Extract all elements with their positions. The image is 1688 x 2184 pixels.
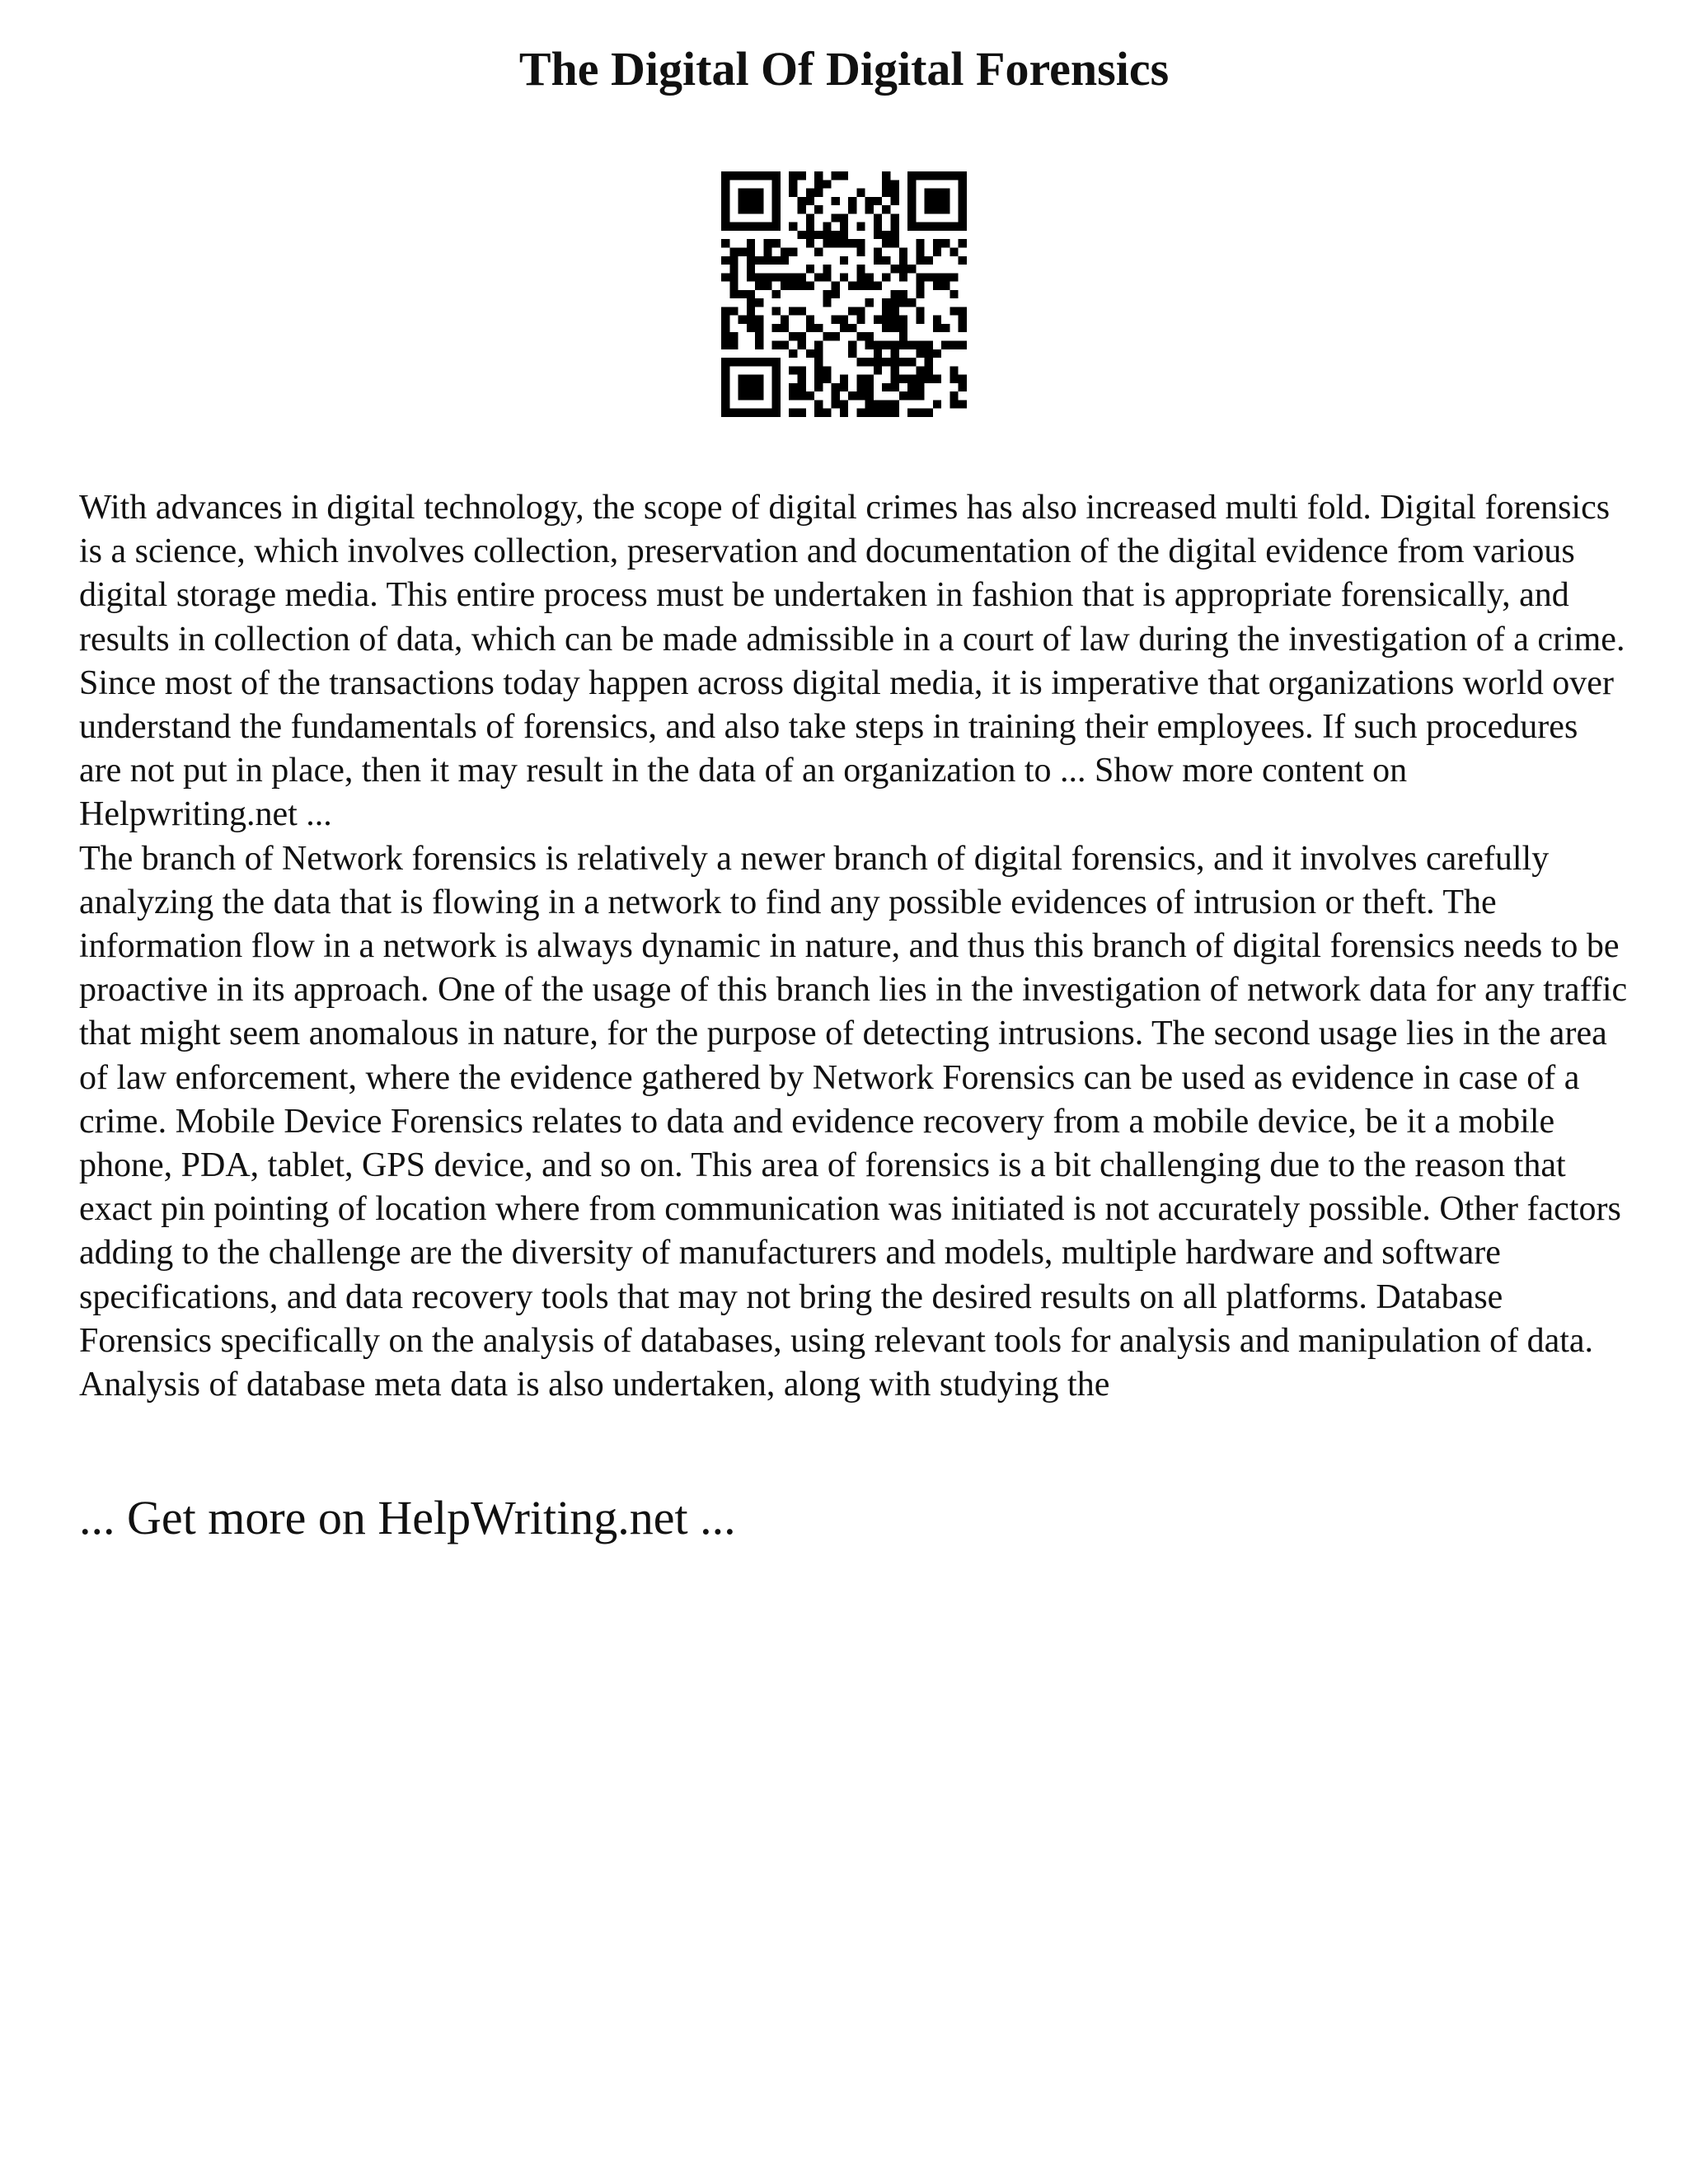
get-more-link[interactable]: ... Get more on HelpWriting.net ... xyxy=(79,1491,736,1544)
qr-code-icon[interactable] xyxy=(721,171,967,417)
paragraph-branches: The branch of Network forensics is relatively a newer branch of digital forensics, and it involves carefully analyzing the data that is flowing in a network to find any possible evidences of intrusion or theft. The information flow in a network is always dynamic in nature, and thus this branch of digital forensics needs to be proactive in its approach. One of the usage of this branch lies in the investigation of network data for any traffic that might seem anomalous in nature, for the purpose of detecting intrusions. The second usage lies in the area of law enforcement, where the evidence gathered by Network Forensics can be used as evidence in case of a crime. Mobile Device Forensics relates to data and evidence recovery from a mobile device, be it a mobile phone, PDA, tablet, GPS device, and so on. This area of forensics is a bit challenging due to the reason that exact pin pointing of location where from communication was initiated is not accurately possible. Other factors adding to the challenge are the diversity of manufacturers and models, multiple hardware and software specifications, and data recovery tools that may not bring the desired results on all platforms. Database Forensics specifically on the analysis of databases, using relevant tools for analysis and manipulation of data. Analysis of database meta data is also undertaken, along with studying the xyxy=(79,839,1628,1404)
document-body xyxy=(79,486,1629,1407)
document-title: The Digital Of Digital Forensics xyxy=(518,42,1170,96)
paragraph-intro: With advances in digital technology, the scope of digital crimes has also increased multi fold. Digital forensics is a science, which involves collection, preservation and documentation of the digital evidence from various digital storage media. This entire process must be undertaken in fashion that is appropriate forensically, and results in collection of data, which can be made admissible in a court of law during the investigation of a crime. Since most of the transactions today happen across digital media, it is imperative that organizations world over understand the fundamentals of forensics, and also take steps in training their employees. If such procedures are not put in place, then it may result in the data of an organization to ... Show more content on Helpwriting.net ... xyxy=(79,489,1625,834)
